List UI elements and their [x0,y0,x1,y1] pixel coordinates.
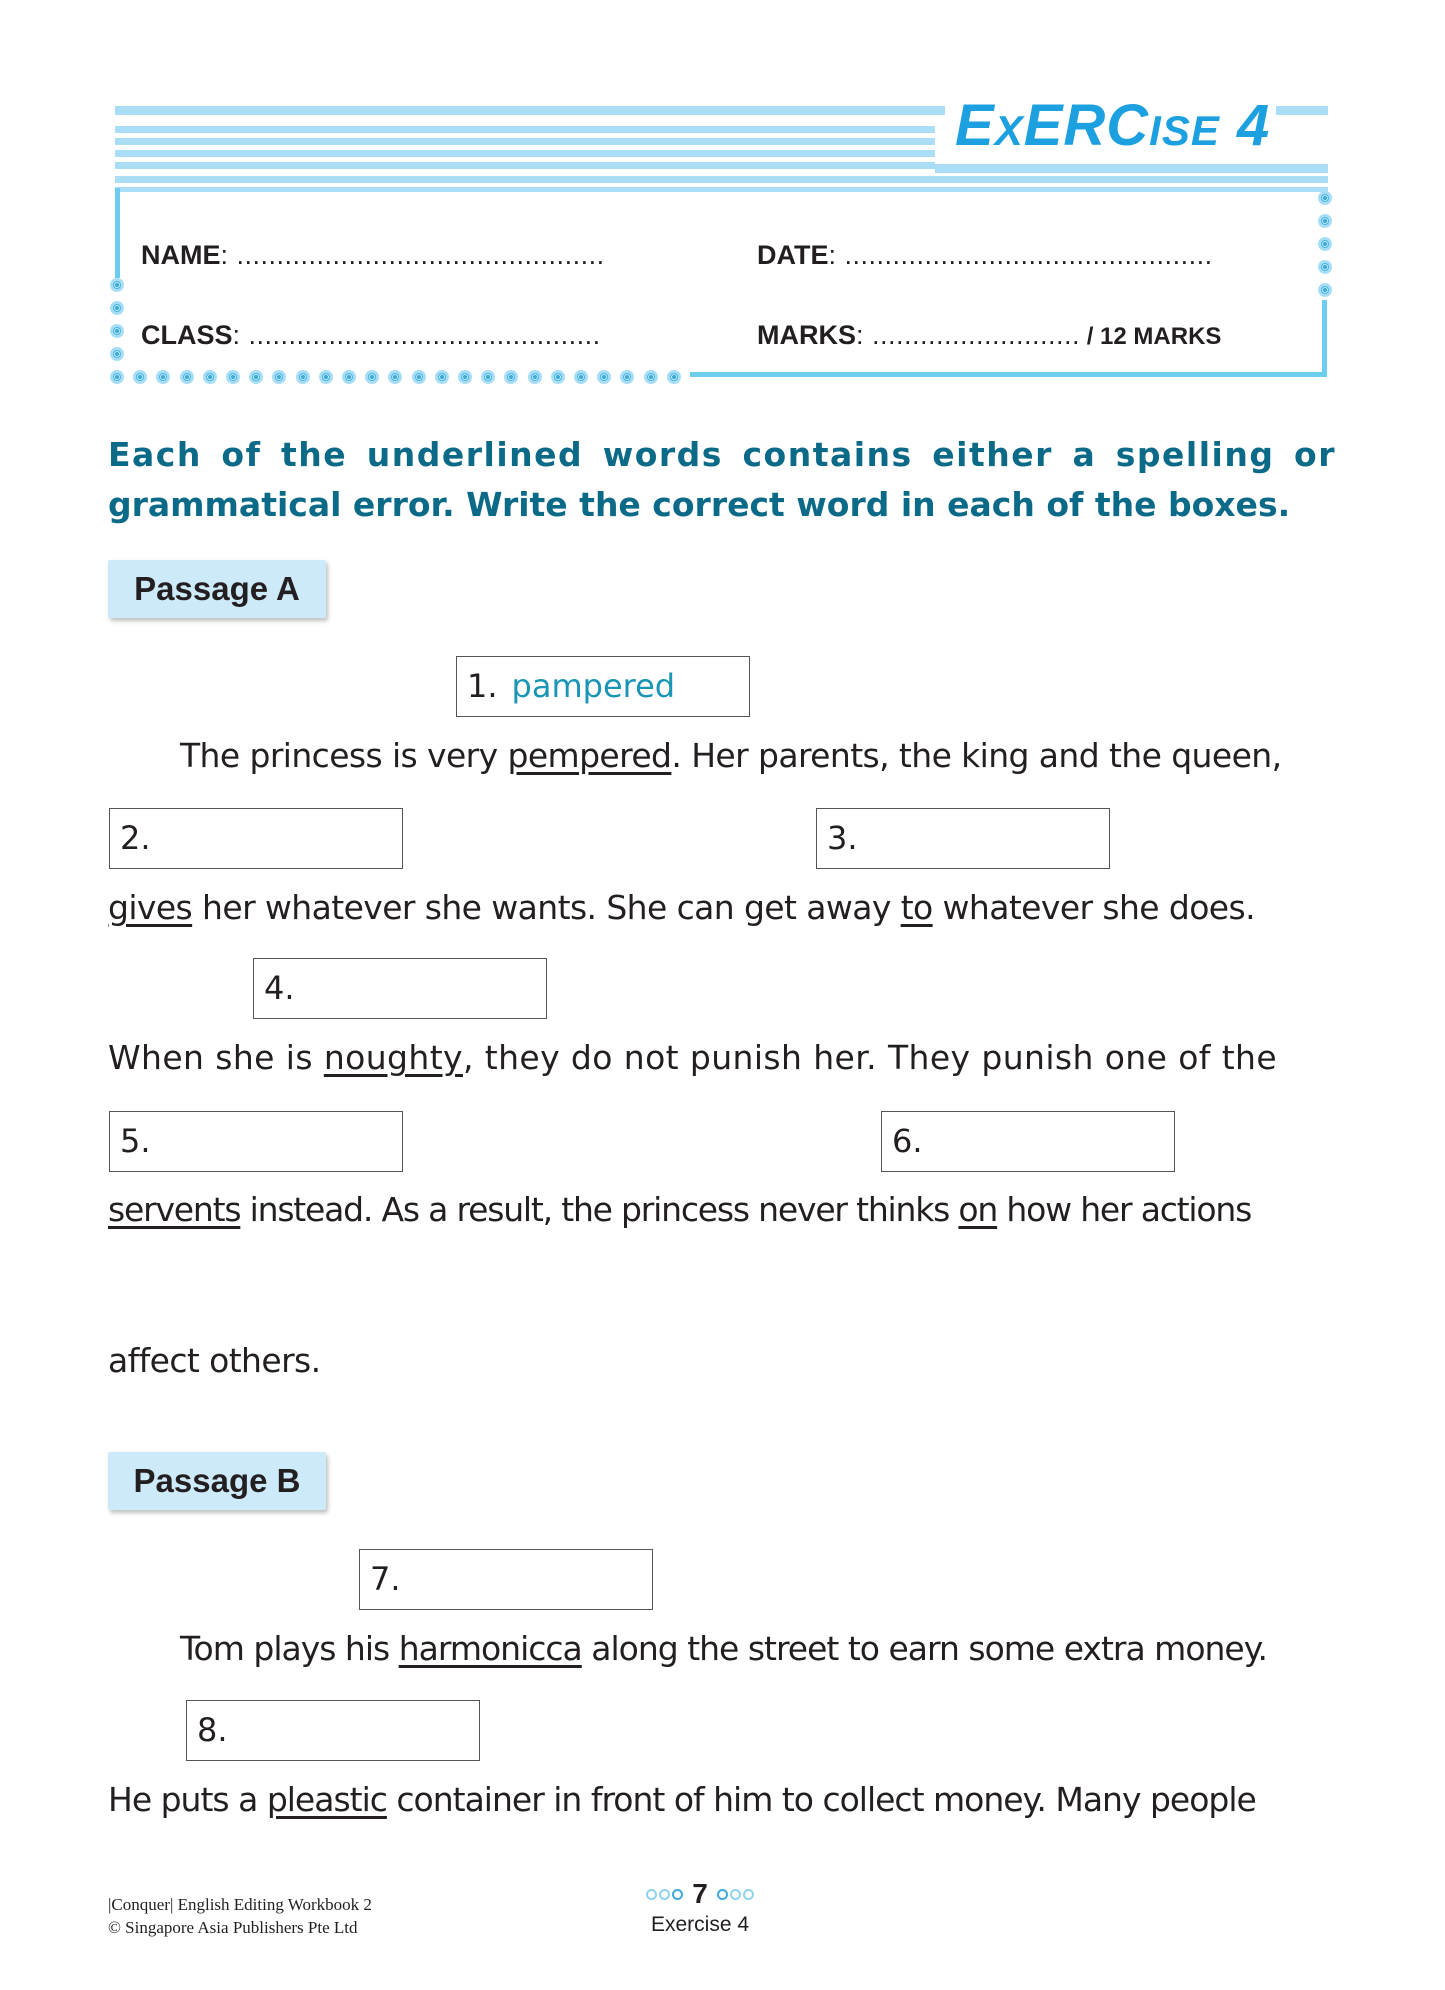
passage-a-line-3: When she is noughty, they do not punish her. They punish one of the [108,1038,1278,1077]
answer-box-5[interactable] [109,1111,403,1172]
passage-b-line-1: Tom plays his harmonicca along the street to earn some extra money. [180,1629,1268,1668]
answer-box-3[interactable] [816,808,1110,869]
answer-number: 3. [827,819,858,857]
answer-box-4[interactable] [253,958,547,1019]
answer-number: 2. [120,819,151,857]
instructions-line-2: grammatical error. Write the correct word in each of the boxes. [108,485,1291,524]
frame-dot-icon [110,347,124,361]
error-word: harmonicca [398,1629,582,1668]
class-blank[interactable]: : ............................................ [232,320,601,350]
class-field[interactable] [141,320,601,351]
frame-dot-icon [620,370,634,384]
frame-dot-icon [435,370,449,384]
frame-dot-icon [504,370,518,384]
error-word: pleastic [266,1780,387,1819]
footer-section: Exercise 4 [650,1913,750,1936]
date-label: DATE [757,240,829,270]
error-word: servents [108,1190,241,1229]
passage-b-line-2: He puts a pleastic container in front of him to collect money. Many people [108,1780,1256,1819]
answer-number: 1. [467,667,498,705]
name-label: NAME [141,240,221,270]
frame-dot-icon [110,324,124,338]
passage-b-label: Passage B [108,1452,326,1510]
answer-number: 5. [120,1122,151,1160]
footer-credits [108,1893,372,1939]
error-word: on [958,1190,998,1229]
answer-box-6[interactable] [881,1111,1175,1172]
answer-number: 8. [197,1711,228,1749]
error-word: to [900,888,933,927]
frame-dot-icon [110,278,124,292]
frame-dot-icon [272,370,286,384]
passage-a-label: Passage A [108,560,326,618]
marks-total: / 12 MARKS [1080,323,1222,350]
frame-dot-icon [365,370,379,384]
frame-dot-icon [644,370,658,384]
page-dot-icon [717,1889,728,1900]
passage-a-line-4: servents instead. As a result, the princess never thinks on how her actions [108,1190,1252,1229]
answer-number: 7. [370,1560,401,1598]
frame-dot-icon [1318,283,1332,297]
page-dot-icon [646,1889,657,1900]
frame-dot-icon [110,370,124,384]
frame-dot-icon [481,370,495,384]
page-dot-icon [672,1889,683,1900]
class-label: CLASS [141,320,233,350]
frame-dot-icon [203,370,217,384]
frame-dot-icon [249,370,263,384]
name-field[interactable] [141,240,605,271]
date-blank[interactable]: : .............................................. [828,240,1213,270]
frame-right-border [1322,300,1327,375]
frame-dot-icon [388,370,402,384]
answer-box-8[interactable] [186,1700,480,1761]
frame-dot-icon [458,370,472,384]
frame-bottom-border [690,372,1327,377]
frame-dot-icon [528,370,542,384]
page-dot-icon [659,1889,670,1900]
name-blank[interactable]: : .............................................. [220,240,605,270]
frame-dot-icon [412,370,426,384]
frame-dot-icon [1318,260,1332,274]
frame-dot-icon [1318,237,1332,251]
frame-dot-icon [1318,191,1332,205]
copyright: © Singapore Asia Publishers Pte Ltd [108,1918,358,1937]
frame-dot-icon [156,370,170,384]
frame-dot-icon [226,370,240,384]
answer-box-7[interactable] [359,1549,653,1610]
book-title: |Conquer| English Editing Workbook 2 [108,1895,372,1914]
frame-dot-icon [551,370,565,384]
frame-dot-icon [180,370,194,384]
marks-label: MARKS [757,320,856,350]
page-dot-icon [730,1889,741,1900]
instructions-line-1: Each of the underlined words contains either a spelling or [108,435,1336,474]
answer-box-2[interactable] [109,808,403,869]
passage-a-line-2: gives her whatever she wants. She can get away to whatever she does. [108,888,1255,927]
exercise-title: EXERCISE 4 [945,96,1276,161]
page-dot-icon [743,1889,754,1900]
frame-dot-icon [667,370,681,384]
error-word: gives [108,888,193,927]
frame-dot-icon [597,370,611,384]
date-field[interactable] [757,240,1213,271]
frame-left-border [115,188,120,278]
answer-number: 6. [892,1122,923,1160]
marks-field[interactable] [757,320,1221,351]
frame-dot-icon [133,370,147,384]
passage-a-line-5: affect others. [108,1341,321,1380]
frame-dot-icon [1318,214,1332,228]
instructions [108,430,1336,530]
frame-dot-icon [319,370,333,384]
frame-dot-icon [574,370,588,384]
answer-box-1[interactable] [456,656,750,717]
marks-blank[interactable]: : .......................... [856,320,1081,350]
frame-dot-icon [342,370,356,384]
error-word: pempered [507,736,672,775]
frame-dot-icon [110,301,124,315]
error-word: noughty [323,1038,463,1077]
page-number: 7 [630,1878,770,1910]
answer-number: 4. [264,969,295,1007]
passage-a-line-1: The princess is very pempered. Her parents, the king and the queen, [180,736,1282,775]
answer-text[interactable]: pampered [511,667,676,705]
frame-dot-icon [296,370,310,384]
